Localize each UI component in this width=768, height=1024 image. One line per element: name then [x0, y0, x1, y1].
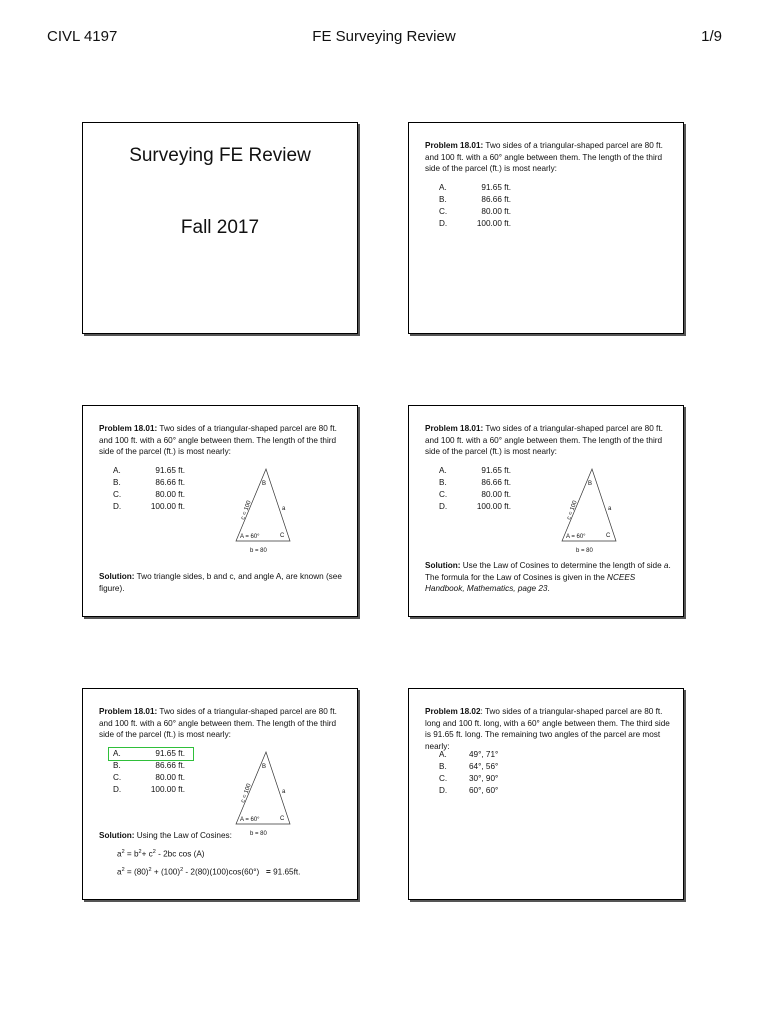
problem-text: Two sides of a triangular-shaped parcel are 80 ft. and 100 ft. with a 60° angle between them. The length of the third side of the parcel (ft.) is most nearly: — [99, 707, 337, 739]
solution-label: Solution: — [99, 572, 135, 581]
equation-result: 91.65ft. — [273, 867, 301, 877]
side-b-label: b = 80 — [576, 548, 593, 554]
answer-choices — [439, 465, 511, 513]
solution-label: Solution: — [425, 561, 461, 570]
triangle-shape — [236, 469, 290, 541]
angle-a-label: A = 60° — [566, 534, 586, 540]
solution-label: Solution: — [99, 831, 135, 840]
angle-a-label: A = 60° — [240, 534, 260, 540]
triangle-figure — [554, 466, 624, 556]
triangle-shape — [562, 469, 616, 541]
side-a-label: a — [608, 506, 612, 512]
choice-d: D. 100.00 ft. — [113, 502, 185, 511]
slide-term-text: Fall 2017 — [180, 217, 260, 238]
slide-problem-1801 — [408, 122, 684, 334]
angle-a-label: A = 60° — [240, 817, 260, 823]
choice-d: D. 60°, 60° — [439, 786, 499, 795]
problem-label: Problem 18.01: — [99, 424, 158, 433]
choice-c: C. 80.00 ft. — [439, 207, 511, 216]
problem-label: Problem 18.02 — [425, 707, 481, 716]
choice-d: D. 100.00 ft. — [113, 785, 185, 794]
solution-text: Solution: Two triangle sides, b and c, and angle A, are known (see figure). — [99, 572, 342, 593]
slide-title-text: Surveying FE Review — [129, 145, 311, 166]
problem-text: Two sides of a triangular-shaped parcel are 80 ft. and 100 ft. with a 60° angle between them. The length of the third side of the parcel (ft.) is most nearly: — [425, 424, 663, 456]
solution-text: Solution: Using the Law of Cosines: — [99, 831, 232, 840]
slide-problem-1801-figure — [82, 405, 358, 617]
law-of-cosines-equation: $a^2 = b^2+ c^2 - 2bc$ cos (A) — [117, 849, 205, 859]
choice-c: C. 30°, 90° — [439, 774, 499, 783]
problem-label: Problem 18.01: — [425, 424, 484, 433]
page-number: 1/9 — [701, 28, 722, 45]
side-a-label: a — [282, 506, 286, 512]
substituted-equation: $a^2 = (80)^2 + (100)^2 - 2(80)(100)\cos(60^\circ)$ = 91.65ft. — [117, 867, 301, 877]
choice-a-selected: A. 91.65 ft. — [109, 748, 193, 760]
triangle-shape — [236, 752, 290, 824]
slide-title — [82, 122, 358, 334]
choice-d: D. 100.00 ft. — [439, 219, 511, 228]
problem-statement — [99, 423, 351, 458]
choice-c: C. 80.00 ft. — [113, 773, 185, 782]
problem-label: Problem 18.01: — [425, 141, 484, 150]
side-c-label: c = 100 — [566, 499, 579, 521]
choice-c: C. 80.00 ft. — [113, 490, 185, 499]
side-a-label: a — [282, 789, 286, 795]
choice-b: B. 86.66 ft. — [113, 478, 185, 487]
answer-choices — [109, 748, 193, 796]
problem-statement — [425, 423, 677, 458]
choice-b: B. 86.66 ft. — [439, 478, 511, 487]
vertex-b-label: B — [262, 481, 267, 487]
answer-choices — [439, 749, 513, 797]
slide-problem-1801-answer — [82, 688, 358, 900]
slide-problem-1801-solution — [408, 405, 684, 617]
answer-choices — [113, 465, 185, 513]
choice-a: A. 91.65 ft. — [113, 466, 185, 475]
vertex-b-label: B — [262, 764, 267, 770]
choice-b: B. 86.66 ft. — [439, 195, 511, 204]
choice-c: C. 80.00 ft. — [439, 490, 511, 499]
vertex-c-label: C — [280, 816, 285, 822]
side-c-label: c = 100 — [240, 782, 253, 804]
choice-a: A. 49°, 71° — [439, 750, 499, 759]
solution-text: Solution: Use the Law of Cosines to determine the length of side a. The formula for the Law of Cosines is given in the NCEES Handbook, Mathematics, page 23. — [425, 561, 671, 593]
problem-text: Two sides of a triangular-shaped parcel are 80 ft. and 100 ft. with a 60° angle between them. The length of the third side of the parcel (ft.) is most nearly: — [425, 141, 663, 173]
problem-label: Problem 18.01: — [99, 707, 158, 716]
vertex-c-label: C — [280, 533, 285, 539]
side-b-label: b = 80 — [250, 548, 267, 554]
problem-statement — [99, 706, 351, 741]
choice-a: A. 91.65 ft. — [439, 183, 511, 192]
vertex-b-label: B — [588, 481, 593, 487]
triangle-figure — [228, 749, 298, 839]
vertex-c-label: C — [606, 533, 611, 539]
slide-problem-1802 — [408, 688, 684, 900]
problem-statement — [425, 706, 677, 752]
choice-b: B. 64°, 56° — [439, 762, 499, 771]
side-c-label: c = 100 — [240, 499, 253, 521]
problem-text: Two sides of a triangular-shaped parcel are 80 ft. and 100 ft. with a 60° angle between them. The length of the third side of the parcel (ft.) is most nearly: — [99, 424, 337, 456]
answer-choices — [439, 182, 511, 230]
choice-d: D. 100.00 ft. — [439, 502, 511, 511]
course-code: CIVL 4197 — [47, 28, 118, 45]
choice-b: B. 86.66 ft. — [113, 761, 185, 770]
side-b-label: b = 80 — [250, 831, 267, 837]
triangle-figure — [228, 466, 298, 556]
problem-statement — [425, 140, 677, 175]
document-title: FE Surveying Review — [312, 28, 456, 45]
problem-text: : Two sides of a triangular-shaped parcel are 80 ft. long and 100 ft. long, with a 60° angle between them. The third side is 91.65 ft. long. The remaining two angles of the parcel are most nearly: — [425, 707, 670, 751]
choice-a: A. 91.65 ft. — [439, 466, 511, 475]
